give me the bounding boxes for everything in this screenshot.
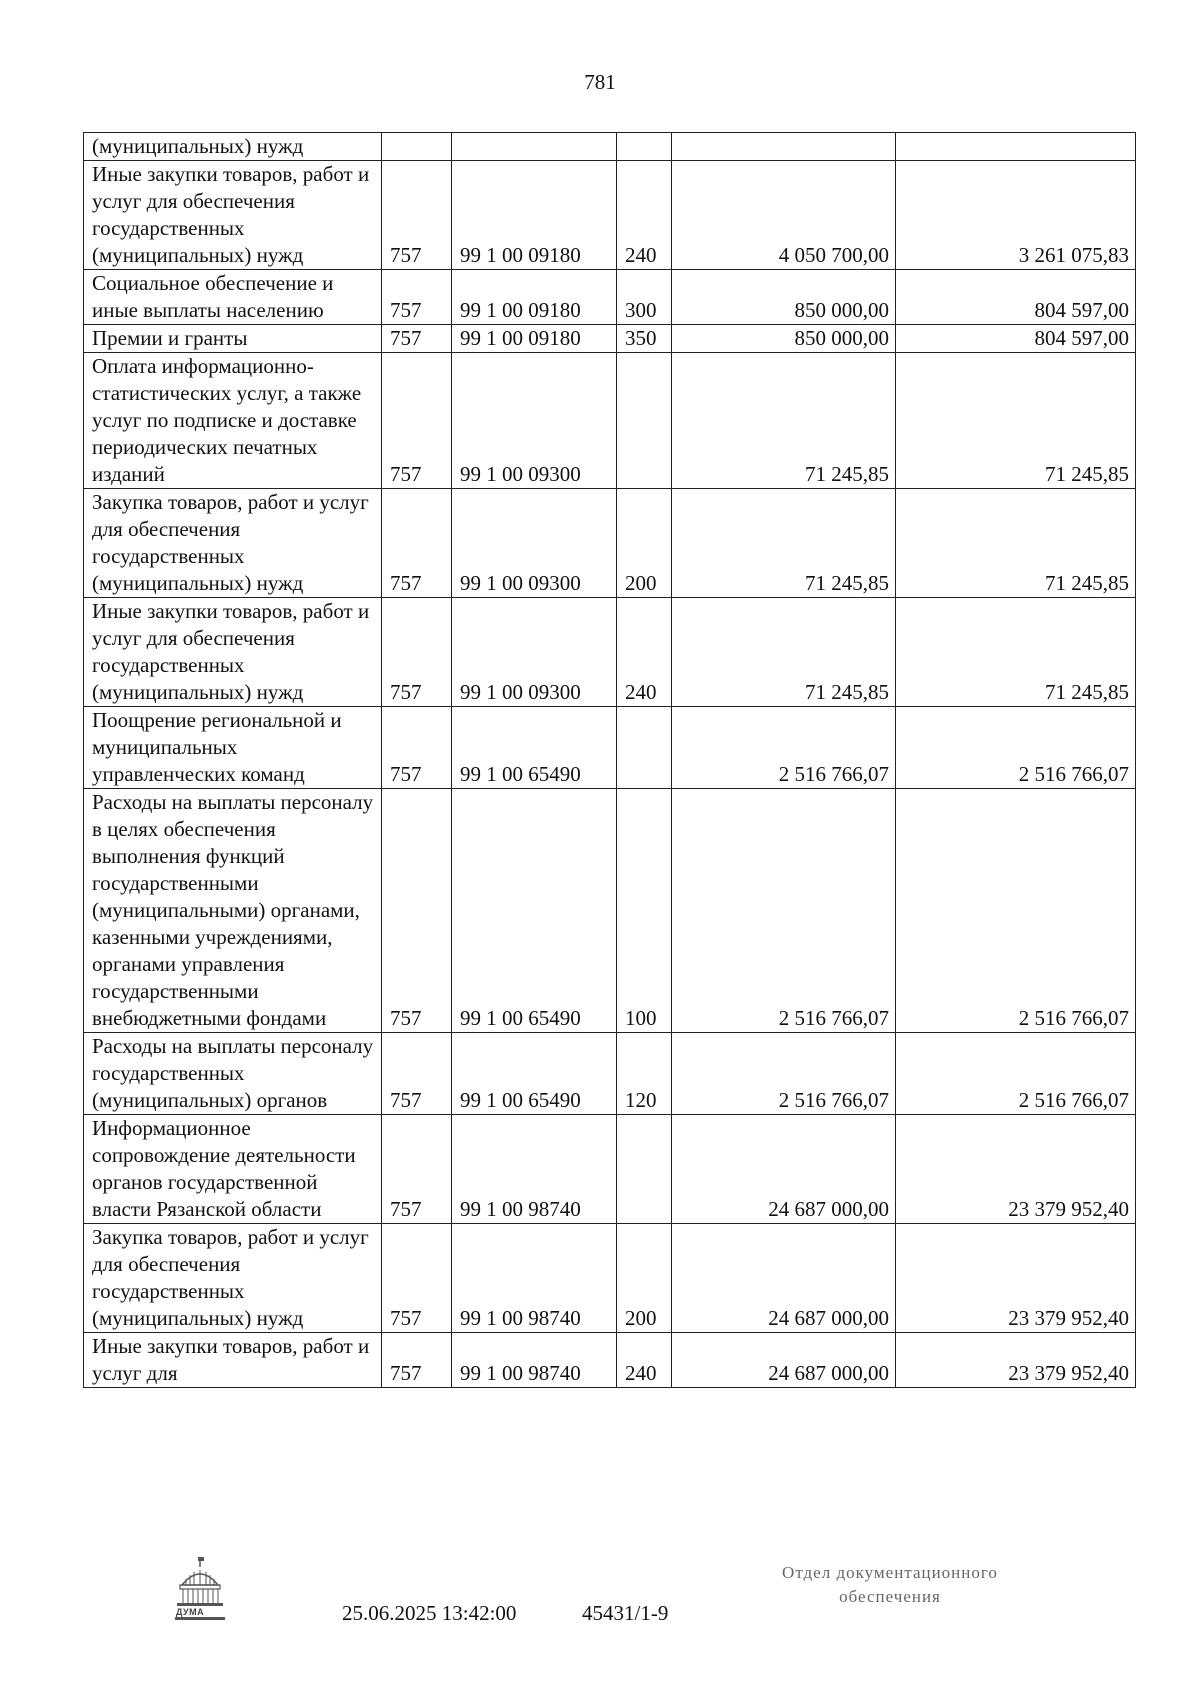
row-vr-cell bbox=[617, 707, 672, 789]
row-fact-amount-cell: 2 516 766,07 bbox=[896, 707, 1136, 789]
row-plan-amount-cell: 24 687 000,00 bbox=[672, 1333, 896, 1388]
table-row bbox=[84, 1115, 1136, 1224]
budget-table-body bbox=[84, 133, 1136, 1388]
row-name-cell: Закупка товаров, работ и услуг для обеспечения государственных (муниципальных) нужд bbox=[84, 1224, 382, 1333]
row-plan-amount-cell: 71 245,85 bbox=[672, 598, 896, 707]
row-csr-cell: 99 1 00 98740 bbox=[452, 1115, 617, 1224]
row-name-cell: Иные закупки товаров, работ и услуг для bbox=[84, 1333, 382, 1388]
row-plan-amount-cell: 2 516 766,07 bbox=[672, 1033, 896, 1115]
row-fact-amount-cell: 2 516 766,07 bbox=[896, 789, 1136, 1033]
row-vr-cell: 300 bbox=[617, 270, 672, 325]
table-row bbox=[84, 789, 1136, 1033]
row-ved-cell: 757 bbox=[382, 1333, 452, 1388]
row-name-cell: Иные закупки товаров, работ и услуг для обеспечения государственных (муниципальных) нужд bbox=[84, 161, 382, 270]
department-stamp-line: обеспечения bbox=[839, 1587, 941, 1606]
row-plan-amount-cell: 71 245,85 bbox=[672, 353, 896, 489]
row-csr-cell: 99 1 00 65490 bbox=[452, 707, 617, 789]
row-plan-amount-cell: 71 245,85 bbox=[672, 489, 896, 598]
table-row bbox=[84, 707, 1136, 789]
row-csr-cell: 99 1 00 65490 bbox=[452, 789, 617, 1033]
table-row bbox=[84, 598, 1136, 707]
row-fact-amount-cell bbox=[896, 133, 1136, 161]
row-name-cell: Расходы на выплаты персоналу государственных (муниципальных) органов bbox=[84, 1033, 382, 1115]
row-ved-cell: 757 bbox=[382, 1115, 452, 1224]
row-ved-cell: 757 bbox=[382, 161, 452, 270]
row-fact-amount-cell: 23 379 952,40 bbox=[896, 1224, 1136, 1333]
row-plan-amount-cell: 2 516 766,07 bbox=[672, 707, 896, 789]
row-fact-amount-cell: 23 379 952,40 bbox=[896, 1115, 1136, 1224]
row-plan-amount-cell: 2 516 766,07 bbox=[672, 789, 896, 1033]
registration-datetime: 25.06.2025 13:42:00 bbox=[342, 1601, 517, 1625]
row-csr-cell: 99 1 00 09300 bbox=[452, 489, 617, 598]
row-name-cell: Расходы на выплаты персоналу в целях обеспечения выполнения функций государственными (муниципальными) органами, казенными учреждениями, органами управления государственными внебюджетными фондами bbox=[84, 789, 382, 1033]
row-name-cell: Закупка товаров, работ и услуг для обеспечения государственных (муниципальных) нужд bbox=[84, 489, 382, 598]
row-ved-cell: 757 bbox=[382, 598, 452, 707]
row-fact-amount-cell: 23 379 952,40 bbox=[896, 1333, 1136, 1388]
row-name-cell: Оплата информационно-статистических услуг, а также услуг по подписке и доставке периодических печатных изданий bbox=[84, 353, 382, 489]
budget-table bbox=[83, 132, 1136, 1388]
row-name-cell: Информационное сопровождение деятельности органов государственной власти Рязанской области bbox=[84, 1115, 382, 1224]
row-vr-cell: 240 bbox=[617, 161, 672, 270]
row-ved-cell: 757 bbox=[382, 325, 452, 353]
row-ved-cell: 757 bbox=[382, 489, 452, 598]
row-ved-cell: 757 bbox=[382, 1033, 452, 1115]
row-ved-cell: 757 bbox=[382, 1224, 452, 1333]
row-plan-amount-cell: 4 050 700,00 bbox=[672, 161, 896, 270]
row-ved-cell: 757 bbox=[382, 353, 452, 489]
table-row bbox=[84, 270, 1136, 325]
row-ved-cell: 757 bbox=[382, 707, 452, 789]
table-row bbox=[84, 489, 1136, 598]
table-row bbox=[84, 161, 1136, 270]
row-fact-amount-cell: 804 597,00 bbox=[896, 325, 1136, 353]
row-csr-cell: 99 1 00 98740 bbox=[452, 1224, 617, 1333]
row-vr-cell bbox=[617, 353, 672, 489]
row-fact-amount-cell: 804 597,00 bbox=[896, 270, 1136, 325]
row-csr-cell: 99 1 00 09180 bbox=[452, 270, 617, 325]
table-row bbox=[84, 325, 1136, 353]
table-row bbox=[84, 133, 1136, 161]
row-csr-cell: 99 1 00 09180 bbox=[452, 161, 617, 270]
page-number: 781 bbox=[584, 70, 616, 94]
row-vr-cell bbox=[617, 133, 672, 161]
row-plan-amount-cell: 24 687 000,00 bbox=[672, 1224, 896, 1333]
row-csr-cell: 99 1 00 65490 bbox=[452, 1033, 617, 1115]
row-plan-amount-cell: 24 687 000,00 bbox=[672, 1115, 896, 1224]
page-footer bbox=[0, 1555, 1200, 1645]
row-vr-cell bbox=[617, 1115, 672, 1224]
row-ved-cell: 757 bbox=[382, 789, 452, 1033]
row-name-cell: Премии и гранты bbox=[84, 325, 382, 353]
row-fact-amount-cell: 71 245,85 bbox=[896, 489, 1136, 598]
row-ved-cell bbox=[382, 133, 452, 161]
row-vr-cell: 200 bbox=[617, 1224, 672, 1333]
table-row bbox=[84, 1033, 1136, 1115]
row-csr-cell: 99 1 00 98740 bbox=[452, 1333, 617, 1388]
department-stamp-line: Отдел документационного bbox=[782, 1563, 998, 1582]
logo-caption: ДУМА bbox=[176, 1607, 205, 1617]
row-vr-cell: 200 bbox=[617, 489, 672, 598]
row-vr-cell: 100 bbox=[617, 789, 672, 1033]
row-vr-cell: 240 bbox=[617, 598, 672, 707]
row-vr-cell: 240 bbox=[617, 1333, 672, 1388]
table-row bbox=[84, 1333, 1136, 1388]
row-name-cell: Социальное обеспечение и иные выплаты населению bbox=[84, 270, 382, 325]
row-name-cell: Поощрение региональной и муниципальных управленческих команд bbox=[84, 707, 382, 789]
row-plan-amount-cell: 850 000,00 bbox=[672, 270, 896, 325]
row-plan-amount-cell: 850 000,00 bbox=[672, 325, 896, 353]
row-fact-amount-cell: 3 261 075,83 bbox=[896, 161, 1136, 270]
row-csr-cell: 99 1 00 09300 bbox=[452, 353, 617, 489]
row-plan-amount-cell bbox=[672, 133, 896, 161]
row-ved-cell: 757 bbox=[382, 270, 452, 325]
department-stamp bbox=[740, 1561, 1040, 1609]
row-vr-cell: 350 bbox=[617, 325, 672, 353]
row-fact-amount-cell: 2 516 766,07 bbox=[896, 1033, 1136, 1115]
row-name-cell: (муниципальных) нужд bbox=[84, 133, 382, 161]
row-csr-cell bbox=[452, 133, 617, 161]
table-row bbox=[84, 353, 1136, 489]
row-csr-cell: 99 1 00 09300 bbox=[452, 598, 617, 707]
registration-number: 45431/1-9 bbox=[582, 1601, 669, 1625]
table-row bbox=[84, 1224, 1136, 1333]
row-vr-cell: 120 bbox=[617, 1033, 672, 1115]
row-fact-amount-cell: 71 245,85 bbox=[896, 598, 1136, 707]
row-csr-cell: 99 1 00 09180 bbox=[452, 325, 617, 353]
row-fact-amount-cell: 71 245,85 bbox=[896, 353, 1136, 489]
row-name-cell: Иные закупки товаров, работ и услуг для обеспечения государственных (муниципальных) нужд bbox=[84, 598, 382, 707]
